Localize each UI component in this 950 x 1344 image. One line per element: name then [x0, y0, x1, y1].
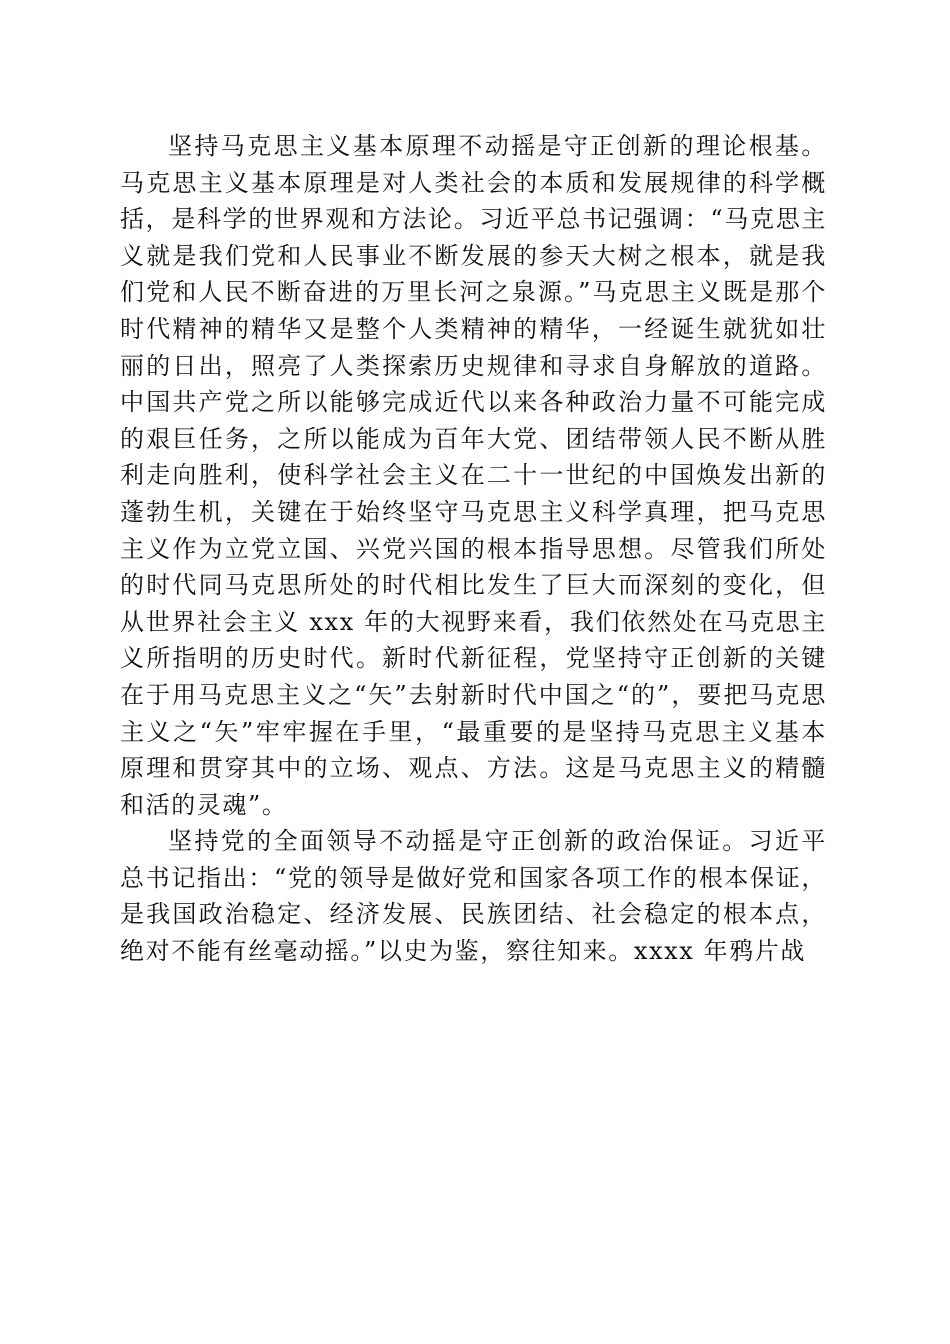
paragraph-marxism-foundation: 坚持马克思主义基本原理不动摇是守正创新的理论根基。马克思主义基本原理是对人类社会的本质和发展规律的科学概括，是科学的世界观和方法论。习近平总书记强调：“马克思主义就是我们党和人民事业不断发展的参天大树之根本，就是我们党和人民不断奋进的万里长河之泉源。”马克思主义既是那个时代精神的精华又是整个人类精神的精华，一经诞生就犹如壮丽的日出，照亮了人类探索历史规律和寻求自身解放的道路。中国共产党之所以能够完成近代以来各种政治力量不可能完成的艰巨任务，之所以能成为百年大党、团结带领人民不断从胜利走向胜利，使科学社会主义在二十一世纪的中国焕发出新的蓬勃生机，关键在于始终坚守马克思主义科学真理，把马克思主义作为立党立国、兴党兴国的根本指导思想。尽管我们所处的时代同马克思所处的时代相比发生了巨大而深刻的变化，但从世界社会主义 xxx 年的大视野来看，我们依然处在马克思主义所指明的历史时代。新时代新征程，党坚持守正创新的关键在于用马克思主义之“矢”去射新时代中国之“的”，要把马克思主义之“矢”牢牢握在手里，“最重要的是坚持马克思主义基本原理和贯穿其中的立场、观点、方法。这是马克思主义的精髓和活的灵魂”。: [120, 132, 827, 819]
document-body: [120, 128, 827, 970]
paragraph-party-leadership: 坚持党的全面领导不动摇是守正创新的政治保证。习近平总书记指出：“党的领导是做好党和国家各项工作的根本保证，是我国政治稳定、经济发展、民族团结、社会稳定的根本点，绝对不能有丝毫动摇。”以史为鉴，察往知来。xxxx 年鸦片战: [120, 827, 827, 966]
